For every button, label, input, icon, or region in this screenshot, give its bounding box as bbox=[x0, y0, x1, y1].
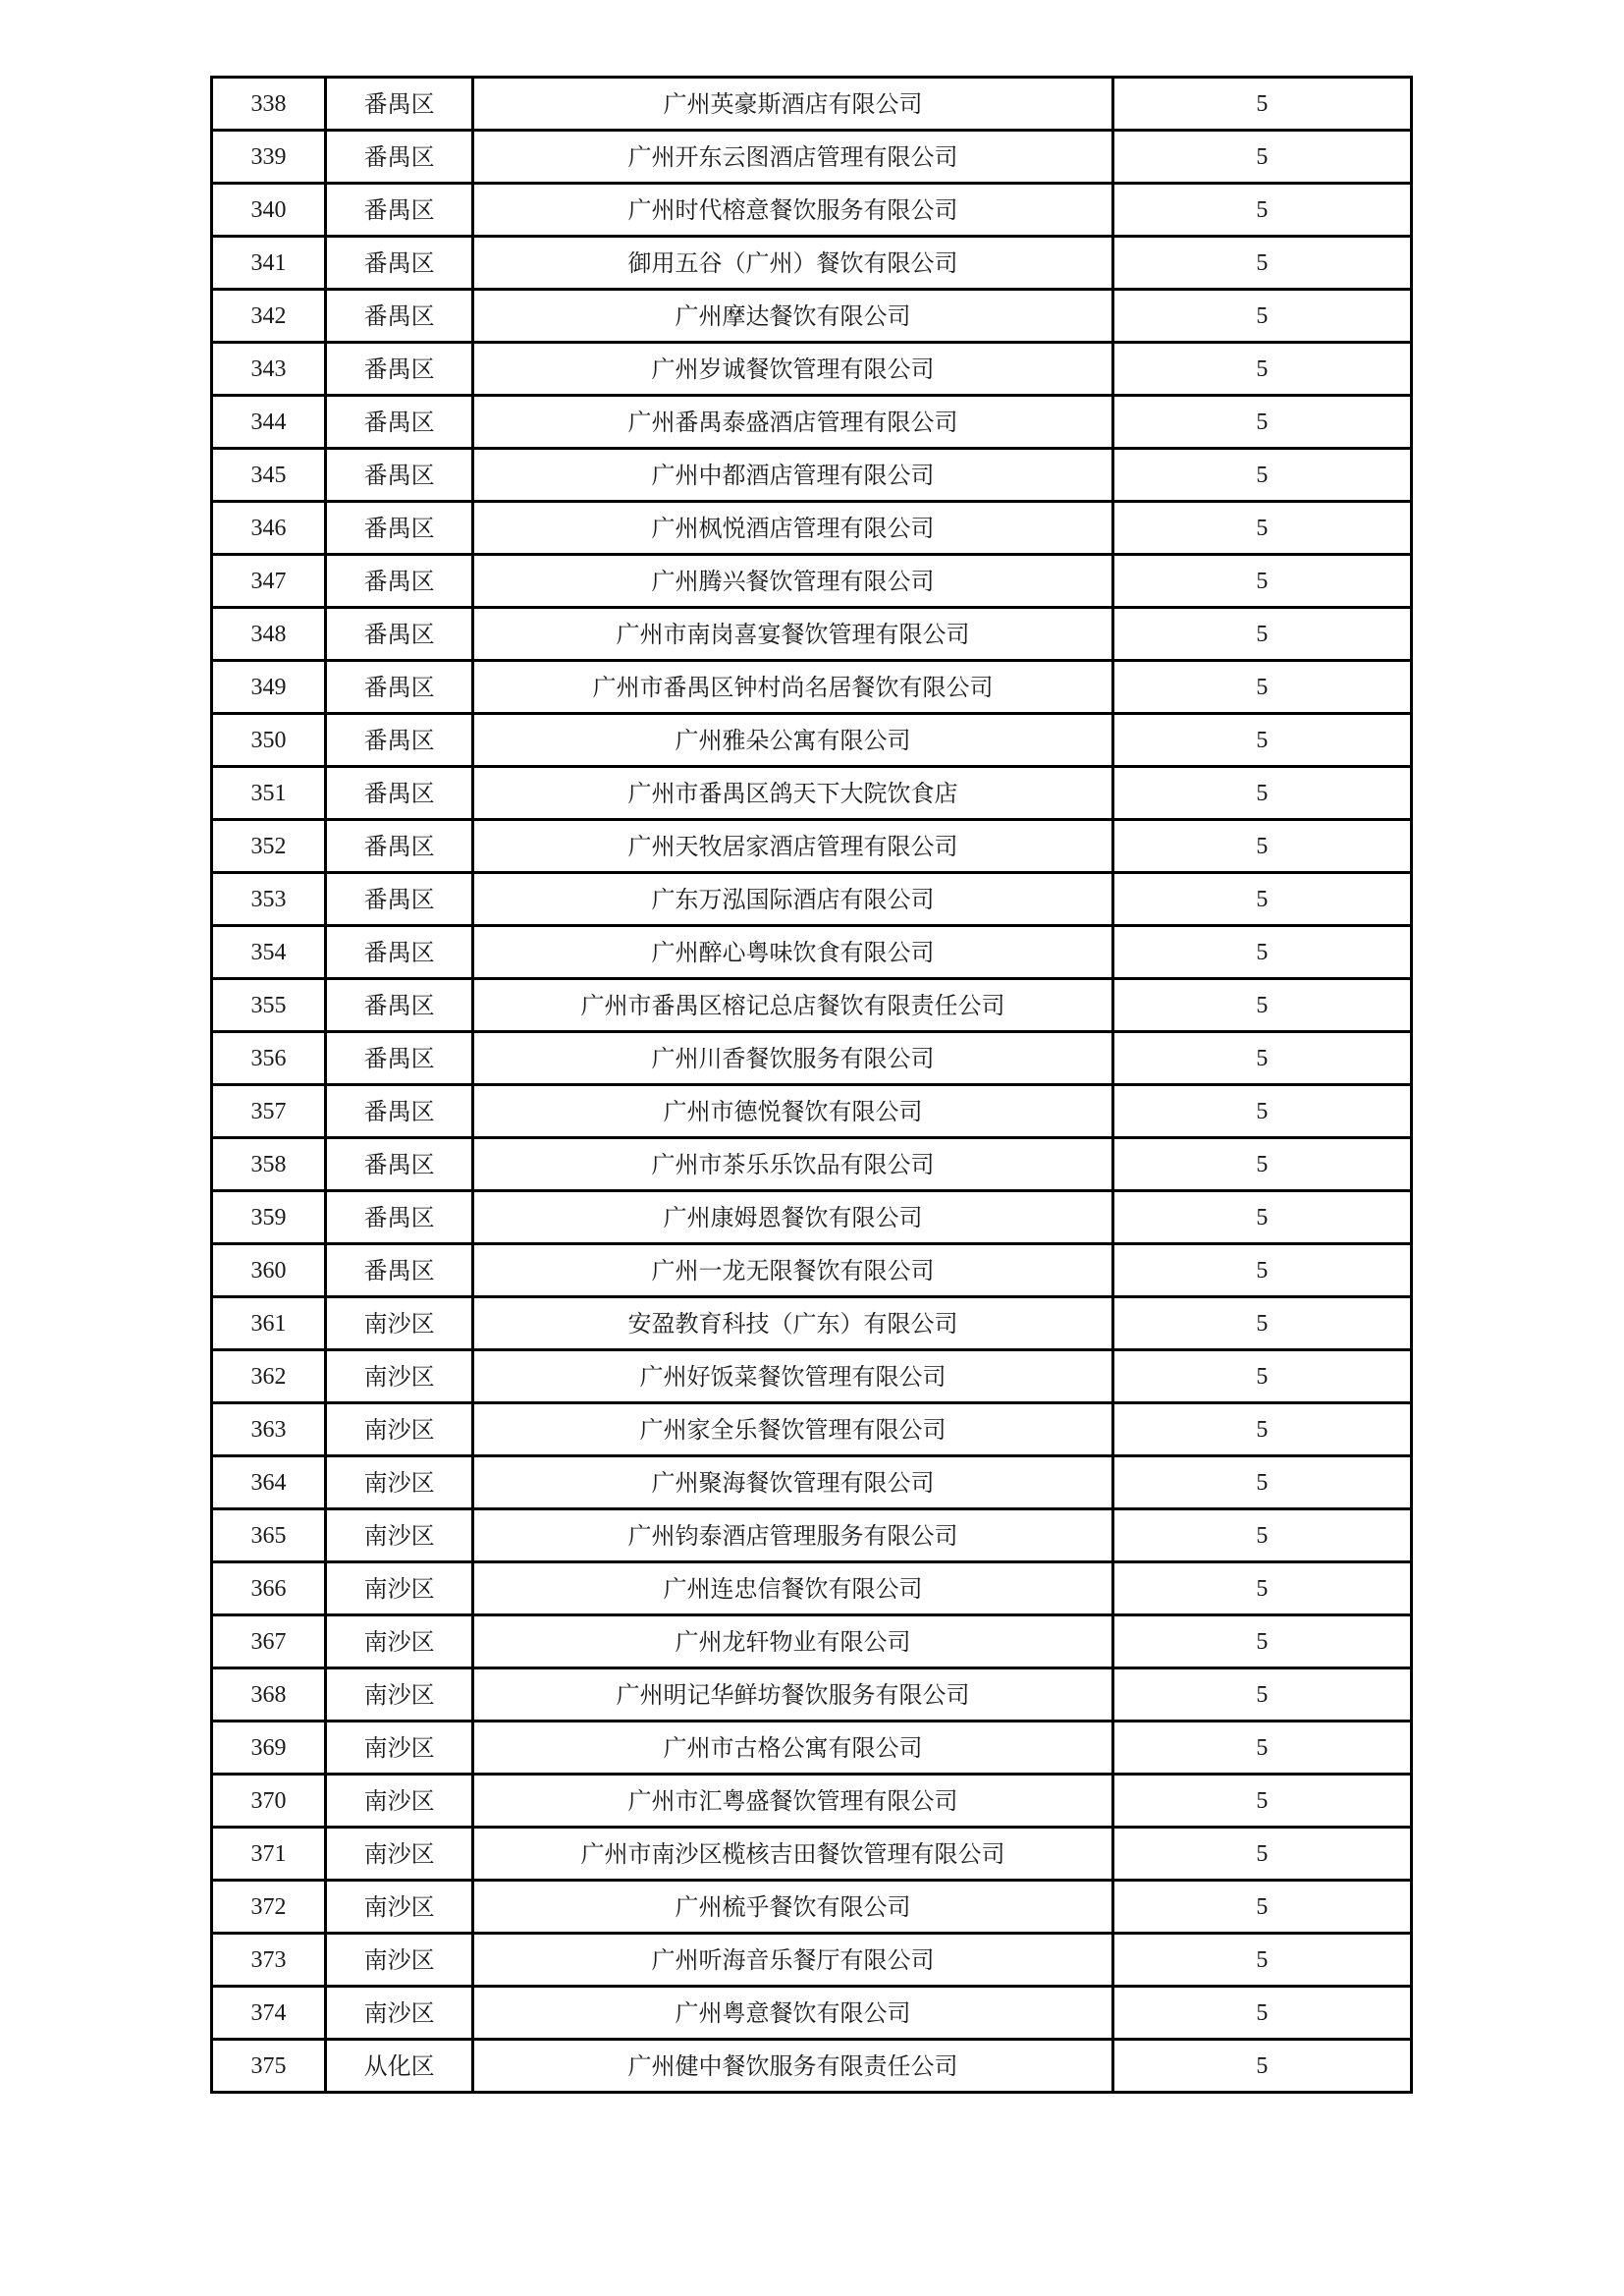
score-cell: 5 bbox=[1112, 396, 1411, 449]
company-name-cell: 广州市南岗喜宴餐饮管理有限公司 bbox=[473, 608, 1113, 661]
row-number-cell: 371 bbox=[212, 1828, 326, 1881]
table-row bbox=[212, 1881, 1412, 1934]
district-cell: 番禺区 bbox=[326, 1138, 473, 1191]
row-number-cell: 360 bbox=[212, 1244, 326, 1297]
company-name-cell: 广州聚海餐饮管理有限公司 bbox=[473, 1456, 1113, 1509]
row-number-cell: 345 bbox=[212, 449, 326, 502]
table-row bbox=[212, 873, 1412, 926]
company-name-cell: 广州川香餐饮服务有限公司 bbox=[473, 1032, 1113, 1085]
district-cell: 南沙区 bbox=[326, 1297, 473, 1350]
score-cell: 5 bbox=[1112, 343, 1411, 396]
table-row bbox=[212, 1350, 1412, 1403]
district-cell: 南沙区 bbox=[326, 1509, 473, 1562]
district-cell: 南沙区 bbox=[326, 1987, 473, 2040]
score-cell: 5 bbox=[1112, 2040, 1411, 2093]
company-name-cell: 广州市番禺区榕记总店餐饮有限责任公司 bbox=[473, 979, 1113, 1032]
district-cell: 番禺区 bbox=[326, 449, 473, 502]
table-row bbox=[212, 1085, 1412, 1138]
score-cell: 5 bbox=[1112, 1828, 1411, 1881]
district-cell: 番禺区 bbox=[326, 502, 473, 555]
score-cell: 5 bbox=[1112, 1881, 1411, 1934]
company-name-cell: 广州市番禺区鸽天下大院饮食店 bbox=[473, 767, 1113, 820]
table-row bbox=[212, 1775, 1412, 1828]
score-cell: 5 bbox=[1112, 1987, 1411, 2040]
district-cell: 番禺区 bbox=[326, 714, 473, 767]
row-number-cell: 339 bbox=[212, 131, 326, 184]
table-row bbox=[212, 2040, 1412, 2093]
company-name-cell: 广州听海音乐餐厅有限公司 bbox=[473, 1934, 1113, 1987]
row-number-cell: 368 bbox=[212, 1668, 326, 1722]
row-number-cell: 352 bbox=[212, 820, 326, 873]
district-cell: 番禺区 bbox=[326, 1085, 473, 1138]
district-cell: 南沙区 bbox=[326, 1722, 473, 1775]
district-cell: 番禺区 bbox=[326, 237, 473, 290]
company-name-cell: 安盈教育科技（广东）有限公司 bbox=[473, 1297, 1113, 1350]
company-name-cell: 广州连忠信餐饮有限公司 bbox=[473, 1562, 1113, 1615]
row-number-cell: 363 bbox=[212, 1403, 326, 1456]
company-name-cell: 广州时代榕意餐饮服务有限公司 bbox=[473, 184, 1113, 237]
company-name-cell: 御用五谷（广州）餐饮有限公司 bbox=[473, 237, 1113, 290]
score-cell: 5 bbox=[1112, 608, 1411, 661]
row-number-cell: 344 bbox=[212, 396, 326, 449]
district-cell: 番禺区 bbox=[326, 979, 473, 1032]
score-cell: 5 bbox=[1112, 873, 1411, 926]
table-row bbox=[212, 767, 1412, 820]
table-row bbox=[212, 1615, 1412, 1668]
company-name-cell: 广州番禺泰盛酒店管理有限公司 bbox=[473, 396, 1113, 449]
row-number-cell: 370 bbox=[212, 1775, 326, 1828]
score-cell: 5 bbox=[1112, 502, 1411, 555]
score-cell: 5 bbox=[1112, 1509, 1411, 1562]
district-cell: 番禺区 bbox=[326, 767, 473, 820]
table-row bbox=[212, 290, 1412, 343]
row-number-cell: 357 bbox=[212, 1085, 326, 1138]
row-number-cell: 354 bbox=[212, 926, 326, 979]
company-name-cell: 广州市茶乐乐饮品有限公司 bbox=[473, 1138, 1113, 1191]
company-name-cell: 广州英豪斯酒店有限公司 bbox=[473, 78, 1113, 131]
table-row bbox=[212, 979, 1412, 1032]
district-cell: 番禺区 bbox=[326, 131, 473, 184]
table-row bbox=[212, 449, 1412, 502]
score-cell: 5 bbox=[1112, 78, 1411, 131]
row-number-cell: 346 bbox=[212, 502, 326, 555]
score-cell: 5 bbox=[1112, 926, 1411, 979]
company-name-cell: 广州腾兴餐饮管理有限公司 bbox=[473, 555, 1113, 608]
score-cell: 5 bbox=[1112, 661, 1411, 714]
company-name-cell: 广州醉心粤味饮食有限公司 bbox=[473, 926, 1113, 979]
district-cell: 番禺区 bbox=[326, 1032, 473, 1085]
row-number-cell: 349 bbox=[212, 661, 326, 714]
score-cell: 5 bbox=[1112, 1934, 1411, 1987]
company-name-cell: 广州开东云图酒店管理有限公司 bbox=[473, 131, 1113, 184]
district-cell: 番禺区 bbox=[326, 1244, 473, 1297]
score-cell: 5 bbox=[1112, 1775, 1411, 1828]
table-row bbox=[212, 184, 1412, 237]
district-cell: 南沙区 bbox=[326, 1668, 473, 1722]
score-cell: 5 bbox=[1112, 555, 1411, 608]
table-row bbox=[212, 1668, 1412, 1722]
table-row bbox=[212, 1244, 1412, 1297]
table-row bbox=[212, 714, 1412, 767]
row-number-cell: 355 bbox=[212, 979, 326, 1032]
company-name-cell: 广州钧泰酒店管理服务有限公司 bbox=[473, 1509, 1113, 1562]
table-row bbox=[212, 1562, 1412, 1615]
row-number-cell: 367 bbox=[212, 1615, 326, 1668]
district-cell: 南沙区 bbox=[326, 1775, 473, 1828]
district-cell: 南沙区 bbox=[326, 1350, 473, 1403]
row-number-cell: 372 bbox=[212, 1881, 326, 1934]
row-number-cell: 365 bbox=[212, 1509, 326, 1562]
table-row bbox=[212, 237, 1412, 290]
company-name-cell: 广州中都酒店管理有限公司 bbox=[473, 449, 1113, 502]
district-cell: 番禺区 bbox=[326, 820, 473, 873]
score-cell: 5 bbox=[1112, 131, 1411, 184]
table-row bbox=[212, 1297, 1412, 1350]
table-body bbox=[212, 78, 1412, 2093]
row-number-cell: 338 bbox=[212, 78, 326, 131]
company-name-cell: 广州枫悦酒店管理有限公司 bbox=[473, 502, 1113, 555]
row-number-cell: 347 bbox=[212, 555, 326, 608]
district-cell: 番禺区 bbox=[326, 396, 473, 449]
company-name-cell: 广州岁诚餐饮管理有限公司 bbox=[473, 343, 1113, 396]
score-cell: 5 bbox=[1112, 979, 1411, 1032]
score-cell: 5 bbox=[1112, 1191, 1411, 1244]
district-cell: 南沙区 bbox=[326, 1881, 473, 1934]
score-cell: 5 bbox=[1112, 767, 1411, 820]
score-cell: 5 bbox=[1112, 1722, 1411, 1775]
district-cell: 番禺区 bbox=[326, 608, 473, 661]
district-cell: 番禺区 bbox=[326, 926, 473, 979]
row-number-cell: 373 bbox=[212, 1934, 326, 1987]
row-number-cell: 351 bbox=[212, 767, 326, 820]
table-row bbox=[212, 608, 1412, 661]
score-cell: 5 bbox=[1112, 1138, 1411, 1191]
row-number-cell: 362 bbox=[212, 1350, 326, 1403]
score-cell: 5 bbox=[1112, 1032, 1411, 1085]
table-row bbox=[212, 1934, 1412, 1987]
district-cell: 番禺区 bbox=[326, 290, 473, 343]
district-cell: 番禺区 bbox=[326, 184, 473, 237]
table-row bbox=[212, 661, 1412, 714]
company-name-cell: 广州市德悦餐饮有限公司 bbox=[473, 1085, 1113, 1138]
row-number-cell: 342 bbox=[212, 290, 326, 343]
company-name-cell: 广州粤意餐饮有限公司 bbox=[473, 1987, 1113, 2040]
district-cell: 南沙区 bbox=[326, 1934, 473, 1987]
district-cell: 南沙区 bbox=[326, 1615, 473, 1668]
row-number-cell: 348 bbox=[212, 608, 326, 661]
company-name-cell: 广州市南沙区榄核吉田餐饮管理有限公司 bbox=[473, 1828, 1113, 1881]
table-row bbox=[212, 1403, 1412, 1456]
district-cell: 南沙区 bbox=[326, 1456, 473, 1509]
company-list-table bbox=[210, 76, 1413, 2094]
company-name-cell: 广州摩达餐饮有限公司 bbox=[473, 290, 1113, 343]
row-number-cell: 358 bbox=[212, 1138, 326, 1191]
score-cell: 5 bbox=[1112, 1562, 1411, 1615]
district-cell: 番禺区 bbox=[326, 661, 473, 714]
district-cell: 番禺区 bbox=[326, 873, 473, 926]
table-row bbox=[212, 1191, 1412, 1244]
row-number-cell: 359 bbox=[212, 1191, 326, 1244]
row-number-cell: 364 bbox=[212, 1456, 326, 1509]
row-number-cell: 375 bbox=[212, 2040, 326, 2093]
table-row bbox=[212, 502, 1412, 555]
table-row bbox=[212, 555, 1412, 608]
company-name-cell: 广州市番禺区钟村尚名居餐饮有限公司 bbox=[473, 661, 1113, 714]
score-cell: 5 bbox=[1112, 714, 1411, 767]
table-row bbox=[212, 820, 1412, 873]
company-name-cell: 广州明记华鲜坊餐饮服务有限公司 bbox=[473, 1668, 1113, 1722]
company-name-cell: 广东万泓国际酒店有限公司 bbox=[473, 873, 1113, 926]
row-number-cell: 343 bbox=[212, 343, 326, 396]
district-cell: 番禺区 bbox=[326, 343, 473, 396]
row-number-cell: 340 bbox=[212, 184, 326, 237]
score-cell: 5 bbox=[1112, 184, 1411, 237]
district-cell: 番禺区 bbox=[326, 1191, 473, 1244]
company-name-cell: 广州一龙无限餐饮有限公司 bbox=[473, 1244, 1113, 1297]
table-row bbox=[212, 926, 1412, 979]
district-cell: 南沙区 bbox=[326, 1828, 473, 1881]
score-cell: 5 bbox=[1112, 1085, 1411, 1138]
table-row bbox=[212, 396, 1412, 449]
company-name-cell: 广州康姆恩餐饮有限公司 bbox=[473, 1191, 1113, 1244]
district-cell: 南沙区 bbox=[326, 1562, 473, 1615]
company-name-cell: 广州健中餐饮服务有限责任公司 bbox=[473, 2040, 1113, 2093]
score-cell: 5 bbox=[1112, 1297, 1411, 1350]
company-name-cell: 广州天牧居家酒店管理有限公司 bbox=[473, 820, 1113, 873]
score-cell: 5 bbox=[1112, 1668, 1411, 1722]
row-number-cell: 341 bbox=[212, 237, 326, 290]
district-cell: 南沙区 bbox=[326, 1403, 473, 1456]
row-number-cell: 350 bbox=[212, 714, 326, 767]
table-row bbox=[212, 1456, 1412, 1509]
table-row bbox=[212, 1509, 1412, 1562]
company-name-cell: 广州雅朵公寓有限公司 bbox=[473, 714, 1113, 767]
score-cell: 5 bbox=[1112, 1403, 1411, 1456]
score-cell: 5 bbox=[1112, 1615, 1411, 1668]
company-name-cell: 广州市汇粤盛餐饮管理有限公司 bbox=[473, 1775, 1113, 1828]
table-row bbox=[212, 1828, 1412, 1881]
table-row bbox=[212, 1138, 1412, 1191]
score-cell: 5 bbox=[1112, 1456, 1411, 1509]
row-number-cell: 353 bbox=[212, 873, 326, 926]
district-cell: 从化区 bbox=[326, 2040, 473, 2093]
company-name-cell: 广州市古格公寓有限公司 bbox=[473, 1722, 1113, 1775]
company-name-cell: 广州龙轩物业有限公司 bbox=[473, 1615, 1113, 1668]
table-row bbox=[212, 343, 1412, 396]
score-cell: 5 bbox=[1112, 290, 1411, 343]
score-cell: 5 bbox=[1112, 449, 1411, 502]
district-cell: 番禺区 bbox=[326, 78, 473, 131]
score-cell: 5 bbox=[1112, 820, 1411, 873]
table-row bbox=[212, 1032, 1412, 1085]
row-number-cell: 361 bbox=[212, 1297, 326, 1350]
row-number-cell: 356 bbox=[212, 1032, 326, 1085]
table-row bbox=[212, 1987, 1412, 2040]
score-cell: 5 bbox=[1112, 1244, 1411, 1297]
table-row bbox=[212, 1722, 1412, 1775]
district-cell: 番禺区 bbox=[326, 555, 473, 608]
company-name-cell: 广州好饭菜餐饮管理有限公司 bbox=[473, 1350, 1113, 1403]
score-cell: 5 bbox=[1112, 1350, 1411, 1403]
company-name-cell: 广州家全乐餐饮管理有限公司 bbox=[473, 1403, 1113, 1456]
row-number-cell: 369 bbox=[212, 1722, 326, 1775]
row-number-cell: 366 bbox=[212, 1562, 326, 1615]
company-name-cell: 广州梳乎餐饮有限公司 bbox=[473, 1881, 1113, 1934]
table-row bbox=[212, 131, 1412, 184]
score-cell: 5 bbox=[1112, 237, 1411, 290]
table-row bbox=[212, 78, 1412, 131]
row-number-cell: 374 bbox=[212, 1987, 326, 2040]
